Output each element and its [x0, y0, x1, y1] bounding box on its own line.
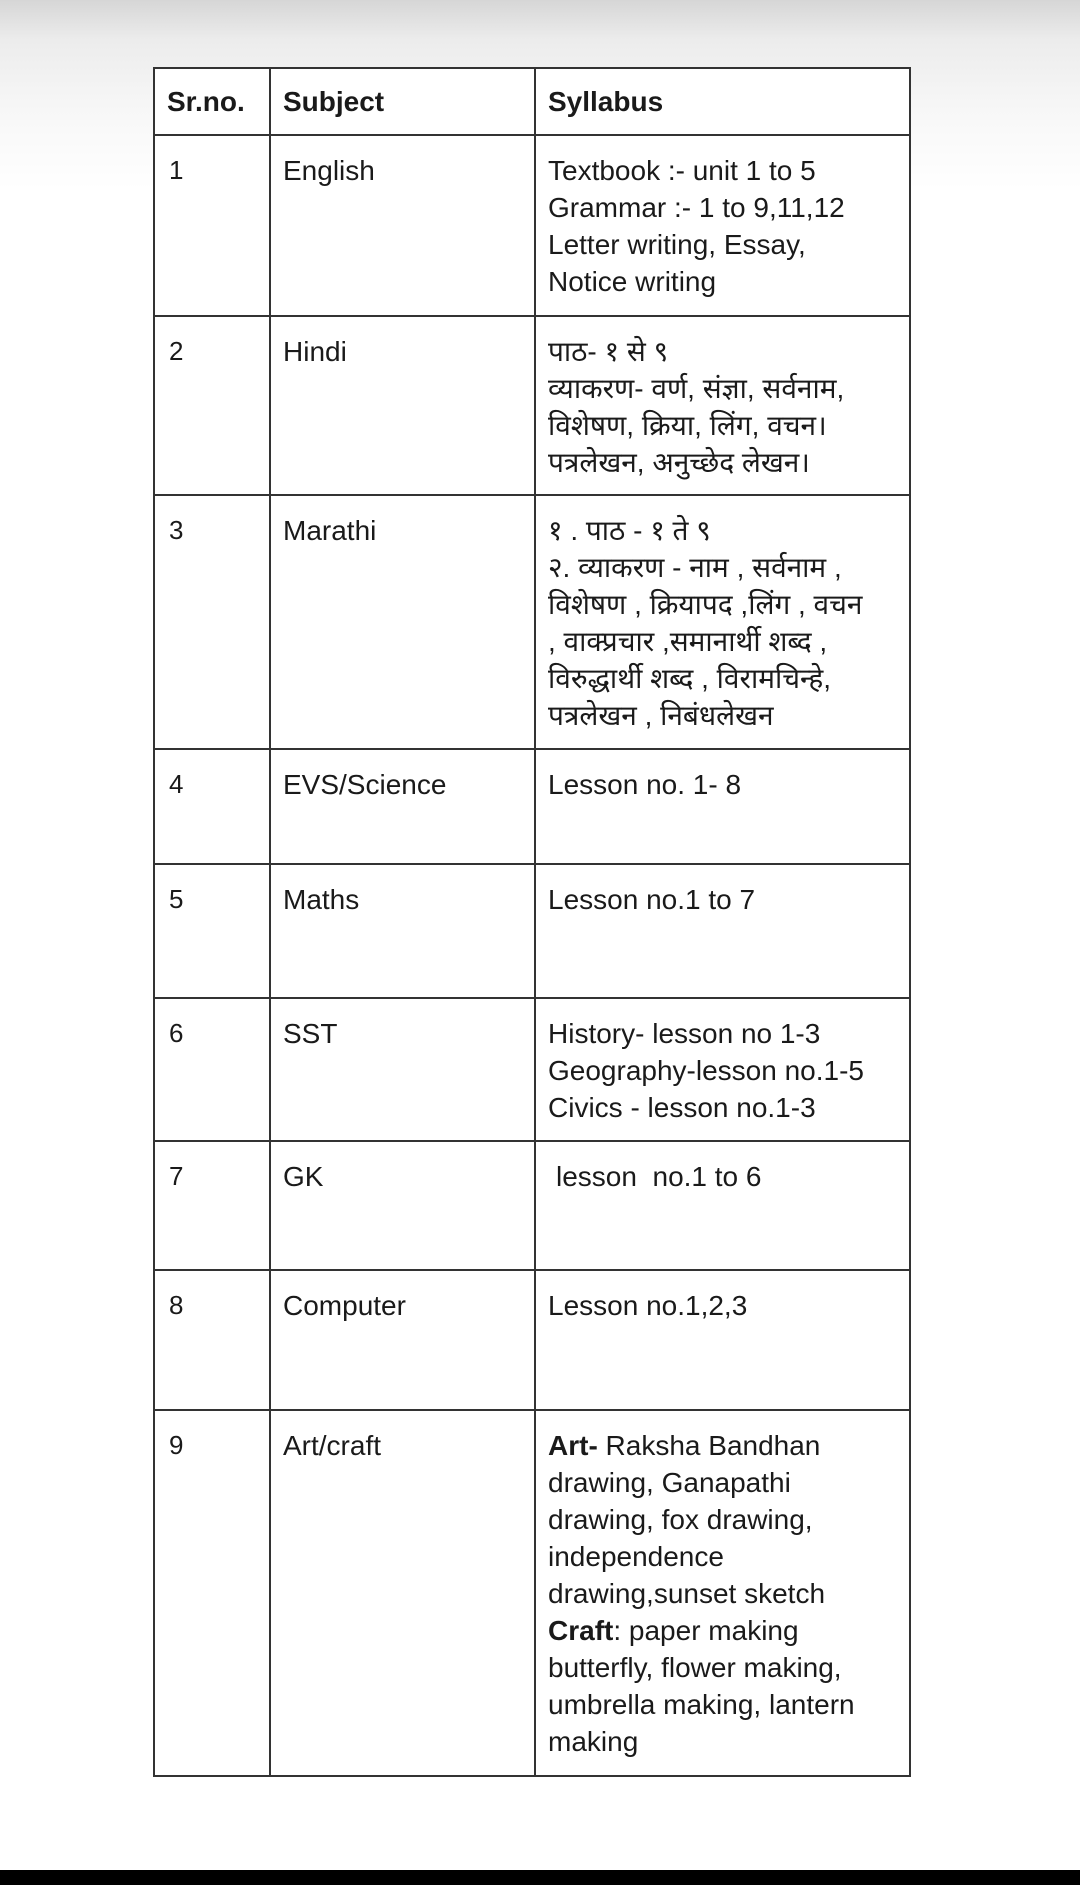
- row-syllabus: [535, 1270, 910, 1410]
- row-number: 4: [154, 749, 270, 864]
- row-subject: SST: [270, 998, 535, 1141]
- table-row: [154, 1410, 910, 1776]
- row-syllabus: [535, 316, 910, 495]
- table-row: [154, 1270, 910, 1410]
- row-subject: GK: [270, 1141, 535, 1270]
- syllabus-line: Textbook :- unit 1 to 5: [548, 155, 816, 186]
- table-row: [154, 135, 910, 316]
- syllabus-line: पाठ- १ से ९: [548, 336, 669, 367]
- syllabus-line: १ . पाठ - १ ते ९: [548, 515, 711, 546]
- row-number: 6: [154, 998, 270, 1141]
- row-syllabus: [535, 998, 910, 1141]
- syllabus-line: , वाक्प्रचार ,समानार्थी शब्द ,: [548, 626, 828, 657]
- table-row: [154, 864, 910, 998]
- art-label: Art-: [548, 1430, 598, 1461]
- syllabus-line: विशेषण , क्रियापद ,लिंग , वचन: [548, 589, 863, 620]
- header-subject: Subject: [270, 68, 535, 135]
- header-syllabus: Syllabus: [535, 68, 910, 135]
- syllabus-line: पत्रलेखन , निबंधलेखन: [548, 700, 774, 731]
- row-syllabus: [535, 495, 910, 749]
- syllabus-line: Geography-lesson no.1-5: [548, 1055, 864, 1086]
- syllabus-line: पत्रलेखन, अनुच्छेद लेखन।: [548, 447, 810, 478]
- syllabus-line: विशेषण, क्रिया, लिंग, वचन।: [548, 410, 827, 441]
- row-syllabus: [535, 864, 910, 998]
- row-subject: Art/craft: [270, 1410, 535, 1776]
- craft-text: : paper making butterfly, flower making, umbrella making, lantern making: [548, 1615, 855, 1757]
- row-subject: English: [270, 135, 535, 316]
- row-number: 5: [154, 864, 270, 998]
- header-srno: Sr.no.: [154, 68, 270, 135]
- header-row: [154, 68, 910, 135]
- syllabus-line: Lesson no. 1- 8: [548, 769, 742, 800]
- syllabus-line: Grammar :- 1 to 9,11,12: [548, 192, 845, 223]
- row-number: 9: [154, 1410, 270, 1776]
- syllabus-line: Notice writing: [548, 266, 717, 297]
- row-number: 3: [154, 495, 270, 749]
- table-row: [154, 495, 910, 749]
- syllabus-table: [153, 67, 911, 1777]
- row-syllabus: [535, 1410, 910, 1776]
- craft-section: [548, 1612, 897, 1760]
- row-subject: Maths: [270, 864, 535, 998]
- syllabus-line: History- lesson no 1-3: [548, 1018, 821, 1049]
- syllabus-line: Lesson no.1 to 7: [548, 884, 756, 915]
- syllabus-line: Lesson no.1,2,3: [548, 1290, 748, 1321]
- syllabus-line: २. व्याकरण - नाम , सर्वनाम ,: [548, 552, 842, 583]
- row-syllabus: [535, 135, 910, 316]
- row-subject: EVS/Science: [270, 749, 535, 864]
- row-number: 2: [154, 316, 270, 495]
- syllabus-line: Civics - lesson no.1-3: [548, 1092, 816, 1123]
- table-row: [154, 1141, 910, 1270]
- art-section: [548, 1427, 897, 1612]
- syllabus-line: व्याकरण- वर्ण, संज्ञा, सर्वनाम,: [548, 373, 845, 404]
- art-text: Raksha Bandhan drawing, Ganapathi drawing, fox drawing, independence drawing,sunset sketch: [548, 1430, 826, 1609]
- row-subject: Marathi: [270, 495, 535, 749]
- row-number: 1: [154, 135, 270, 316]
- table-row: [154, 316, 910, 495]
- table-row: [154, 998, 910, 1141]
- craft-label: Craft: [548, 1615, 614, 1646]
- row-subject: Hindi: [270, 316, 535, 495]
- row-syllabus: [535, 749, 910, 864]
- syllabus-line: विरुद्धार्थी शब्द , विरामचिन्हे,: [548, 663, 832, 694]
- bottom-bar: [0, 1870, 1080, 1885]
- row-number: 7: [154, 1141, 270, 1270]
- row-subject: Computer: [270, 1270, 535, 1410]
- row-number: 8: [154, 1270, 270, 1410]
- row-syllabus: [535, 1141, 910, 1270]
- table-row: [154, 749, 910, 864]
- syllabus-line: Letter writing, Essay,: [548, 229, 806, 260]
- syllabus-line: lesson no.1 to 6: [556, 1161, 762, 1192]
